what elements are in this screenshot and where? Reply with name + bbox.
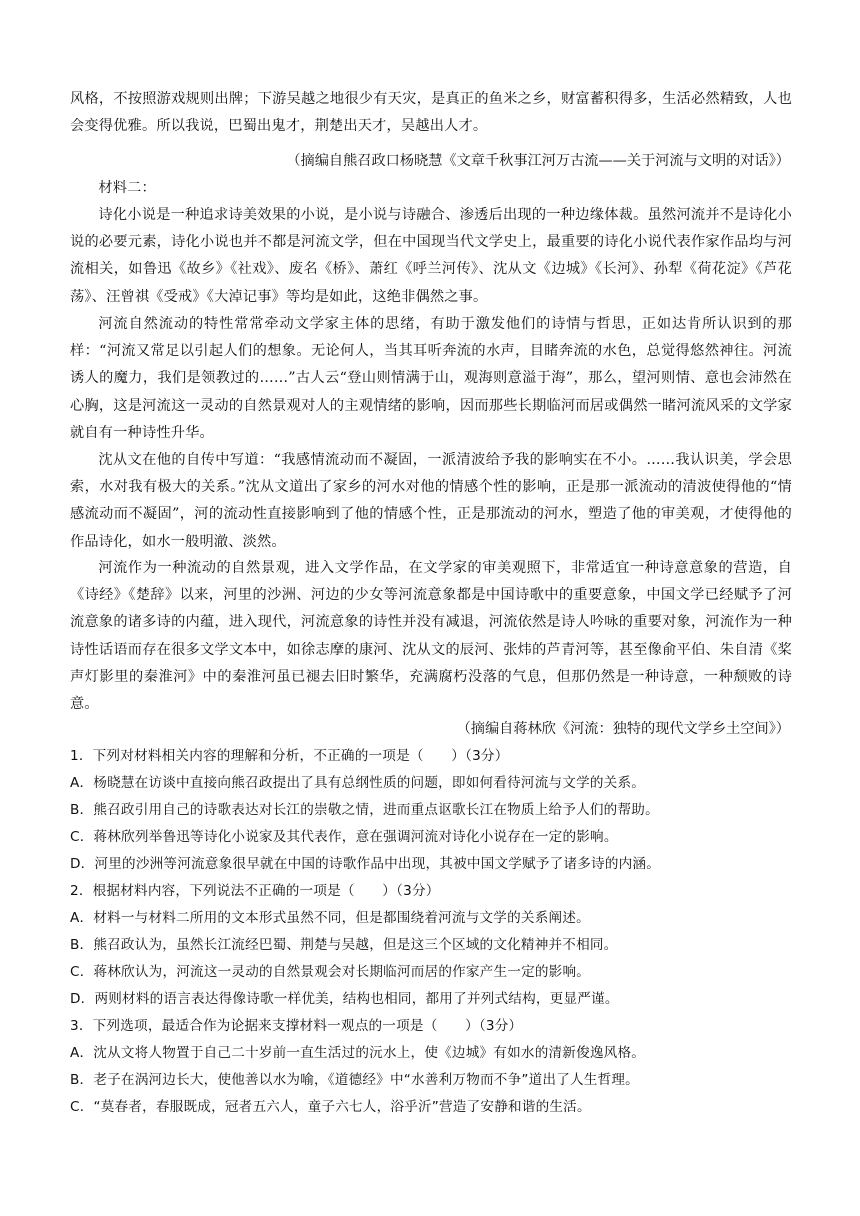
question-1-stem: 1．下列对材料相关内容的理解和分析，不正确的一项是（ ）（3分）: [70, 748, 509, 764]
material2-label: 材料二：: [98, 180, 156, 196]
material2-paragraph: 河流自然流动的特性常常牵动文学家主体的思绪，有助于激发他们的诗情与哲思，正如达肯所认识到的那样：“河流又常足以引起人们的想象。无论何人，当其耳听奔流的水声，目睹奔流的水色，总觉得悠然神往。河流诱人的魔力，我们是领教过的……”古人云“登山则情满于山，观海则意溢于海”，那么，望河则情、意也会沛然在心胸，这是河流这一灵动的自然景观对人的主观情绪的影响，因而那些长期临河而居或偶然一睹河流风采的文学家就自有一种诗性升华。: [70, 316, 792, 441]
question-3-option-c: C．“莫春者，春服既成，冠者五六人，童子六七人，浴乎沂”营造了安静和谐的生活。: [70, 1099, 591, 1115]
question-1-option-b: B．熊召政引用自己的诗歌表达对长江的崇敬之情，进而重点讴歌长江在物质上给予人们的帮助。: [70, 802, 659, 818]
material2-source: （摘编自蒋林欣《河流：独特的现代文学乡土空间》）: [456, 721, 790, 737]
question-2-option-d: D．两则材料的语言表达得像诗歌一样优美，结构也相同，都用了并列式结构，更显严谨。: [70, 991, 619, 1007]
question-3-option-b: B．老子在涡河边长大，使他善以水为喻，《道德经》中“水善利万物而不争”道出了人生哲理。: [70, 1072, 639, 1088]
material2-paragraph: 沈从文在他的自传中写道：“我感情流动而不凝固，一派清波给予我的影响实在不小。……我认识美，学会思索，水对我有极大的关系。”沈从文道出了家乡的河水对他的情感个性的影响，正是那一派流动的清波使得他的“情感流动而不凝固”，河的流动性直接影响到了他的情感个性，正是那流动的河水，塑造了他的审美观，才使得他的作品诗化，如水一般明澈、淡然。: [70, 452, 792, 550]
question-3-option-a: A．沈从文将人物置于自己二十岁前一直生活过的沅水上，使《边城》有如水的清新俊逸风格。: [70, 1045, 646, 1061]
material1-closing-paragraph: 风格，不按照游戏规则出牌；下游吴越之地很少有天灾，是真正的鱼米之乡，财富蓄积得多，生活必然精致，人也会变得优雅。所以我说，巴蜀出鬼才，荆楚出天才，吴越出人才。: [70, 91, 792, 135]
question-1-option-d: D．河里的沙洲等河流意象很早就在中国的诗歌作品中出现，其被中国文学赋予了诸多诗的内涵。: [70, 856, 661, 872]
question-2-option-a: A．材料一与材料二所用的文本形式虽然不同，但是都围绕着河流与文学的关系阐述。: [70, 910, 590, 926]
question-1-option-c: C．蒋林欣列举鲁迅等诗化小说家及其代表作，意在强调河流对诗化小说存在一定的影响。: [70, 829, 618, 845]
question-2-option-b: B．熊召政认为，虽然长江流经巴蜀、荆楚与吴越，但是这三个区域的文化精神并不相同。: [70, 937, 618, 953]
material2-paragraph: 河流作为一种流动的自然景观，进入文学作品，在文学家的审美观照下，非常适宜一种诗意意象的营造，自《诗经》《楚辞》以来，河里的沙洲、河边的少女等河流意象都是中国诗歌中的重要意象，中国文学已经赋予了河流意象的诸多诗的内蕴，进入现代，河流意象的诗性并没有减退，河流依然是诗人吟咏的重要对象，河流作为一种诗性话语而存在很多文学文本中，如徐志摩的康河、沈从文的辰河、张炜的芦青河等，甚至像俞平伯、朱自清《桨声灯影里的秦淮河》中的秦淮河虽已褪去旧时繁华，充满腐朽没落的气息，但那仍然是一种诗意，一种颓败的诗意。: [70, 560, 792, 713]
material1-source: （摘编自熊召政口杨晓慧《文章千秋事江河万古流——关于河流与文明的对话》）: [286, 153, 790, 169]
question-2-stem: 2．根据材料内容，下列说法不正确的一项是（ ）（3分）: [70, 883, 440, 899]
question-2-option-c: C．蒋林欣认为，河流这一灵动的自然景观会对长期临河而居的作家产生一定的影响。: [70, 964, 591, 980]
question-1-option-a: A．杨晓慧在访谈中直接向熊召政提出了具有总纲性质的问题，即如何看待河流与文学的关系。: [70, 775, 646, 791]
material2-paragraph: 诗化小说是一种追求诗美效果的小说，是小说与诗融合、渗透后出现的一种边缘体裁。虽然河流并不是诗化小说的必要元素，诗化小说也并不都是河流文学，但在中国现当代文学史上，最重要的诗化小说代表作家作品均与河流相关，如鲁迅《故乡》《社戏》、废名《桥》、萧红《呼兰河传》、沈从文《边城》《长河》、孙犁《荷花淀》《芦花荡》、汪曾祺《受戒》《大淖记事》等均是如此，这绝非偶然之事。: [70, 207, 792, 305]
question-3-stem: 3．下列选项，最适合作为论据来支撑材料一观点的一项是（ ）（3分）: [70, 1018, 523, 1034]
